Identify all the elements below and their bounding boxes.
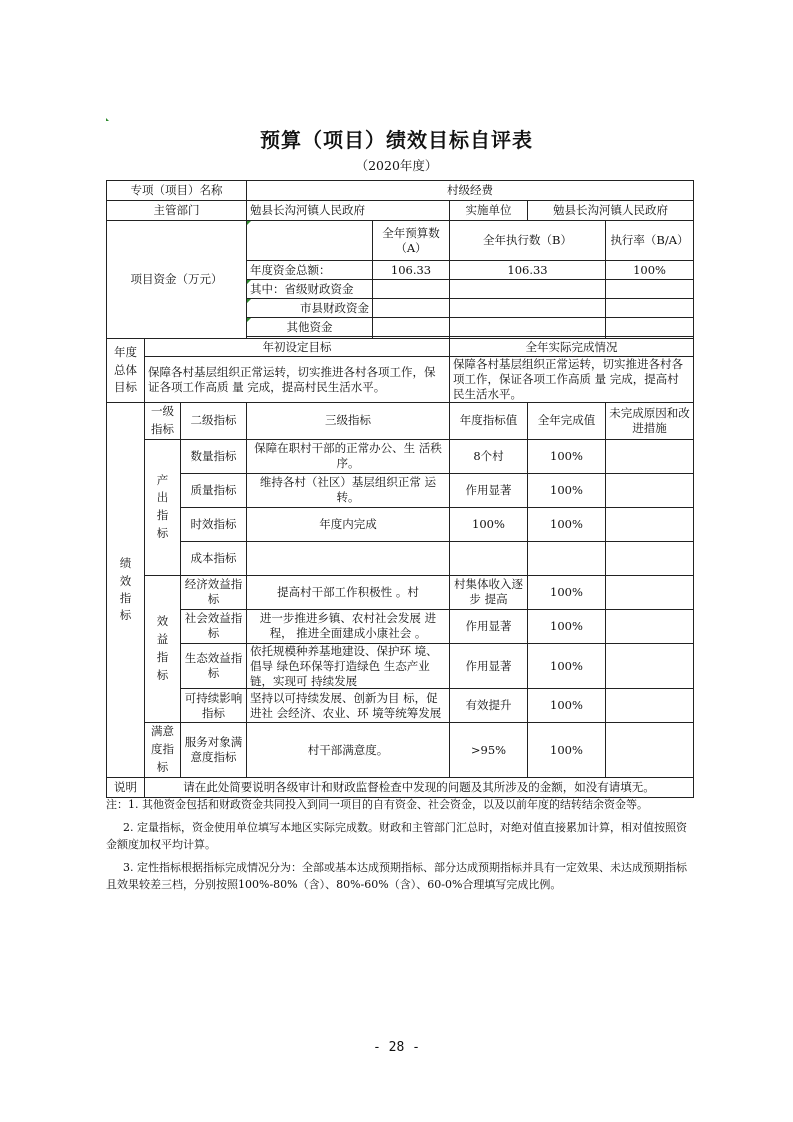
page-number: - 28 -	[373, 1040, 420, 1055]
indicator-row: 满意度指标 服务对象满意度指标 村干部满意度。 >95% 100%	[107, 723, 694, 777]
output-indicator-label: 产出指标	[145, 439, 181, 575]
indicators-section-label: 绩效指标	[107, 403, 145, 778]
dept-label: 主管部门	[107, 201, 247, 221]
remark-row	[107, 777, 694, 797]
funds-other-label: 其他资金	[247, 318, 373, 337]
footnotes	[106, 796, 694, 899]
evaluation-table	[106, 180, 694, 798]
funds-total-budget: 106.33	[373, 261, 450, 280]
indicator-row: 生态效益指标 依托规模种养基地建设、保护环 境、倡导 绿色环保等打造绿色 生态产业链，实现可 持续发展 作用显著 100%	[107, 643, 694, 689]
col-reason: 未完成原因和改进措施	[606, 403, 694, 440]
remark-text: 请在此处简要说明各级审计和财政监督检查中发现的问题及其所涉及的金额，如没有请填无。	[145, 777, 694, 797]
col-level2: 二级指标	[181, 403, 247, 440]
project-name-label: 专项（项目）名称	[107, 181, 247, 201]
benefit-indicator-label: 效益指标	[145, 575, 181, 723]
indicator-row: 可持续影响指标 坚持以可持续发展、创新为目 标，促进社 会经济、农业、环 境等统筹发展 有效提升 100%	[107, 689, 694, 723]
corner-mark	[106, 118, 109, 121]
project-name-row	[107, 181, 694, 201]
page-title: 预算（项目）绩效目标自评表	[260, 128, 533, 152]
indicator-row: 效益指标 经济效益指标 提高村干部工作积极性 。村 村集体收入逐步 提高 100%	[107, 575, 694, 609]
remark-label: 说明	[107, 777, 145, 797]
funds-blank-cell	[247, 221, 373, 261]
col-done: 全年完成值	[528, 403, 606, 440]
impl-label: 实施单位	[450, 201, 528, 221]
footnote-item: 2. 定量指标，资金使用单位填写本地区实际完成数。财政和主管部门汇总时，对绝对值直接累加计算，相对值按照资金额度加权平均计算。	[106, 821, 687, 851]
satisfaction-indicator-label: 满意度指标	[145, 723, 181, 777]
overall-label: 年度总体目标	[107, 339, 145, 403]
indicator-row: 产出指标 数量指标 保障在职村干部的正常办公、生 活秩序。 8个村 100%	[107, 439, 694, 473]
funds-provincial-label: 其中：省级财政资金	[247, 280, 373, 299]
funds-col-exec: 全年执行数（B）	[450, 221, 606, 261]
funds-total-rate: 100%	[606, 261, 694, 280]
col-level3: 三级指标	[247, 403, 450, 440]
indicator-header-row	[107, 403, 694, 440]
overall-plan-text: 保障各村基层组织正常运转，切实推进各村各项工作，保证各项工作高质 量 完成，提高村民生活水平。	[145, 357, 450, 403]
funds-header-row	[107, 221, 694, 261]
indicator-row: 成本指标	[107, 541, 694, 575]
funds-col-rate: 执行率（B/A）	[606, 221, 694, 261]
overall-text-row	[107, 357, 694, 403]
funds-label: 项目资金（万元）	[107, 221, 247, 339]
overall-header-row	[107, 339, 694, 357]
impl-value: 勉县长沟河镇人民政府	[528, 201, 694, 221]
footnote-item: 3. 定性指标根据指标完成情况分为：全部或基本达成预期指标、部分达成预期指标并具有一定效果、未达成预期指标且效果较差三档，分别按照100%-80%（含）、80%-60%（含）、60-0%合理填写完成比例。	[106, 861, 687, 891]
project-name-value: 村级经费	[247, 181, 694, 201]
dept-row	[107, 201, 694, 221]
funds-total-label: 年度资金总额：	[247, 261, 373, 280]
year-subtitle: （2020年度）	[355, 158, 438, 173]
col-target: 年度指标值	[450, 403, 528, 440]
funds-city-label: 市县财政资金	[247, 299, 373, 318]
overall-actual-header: 全年实际完成情况	[450, 339, 694, 357]
funds-col-budget: 全年预算数（A）	[373, 221, 450, 261]
indicator-row: 时效指标 年度内完成 100% 100%	[107, 507, 694, 541]
col-level1: 一级指标	[145, 403, 181, 440]
footnote-item: 注：1. 其他资金包括和财政资金共同投入到同一项目的自有资金、社会资金，以及以前年度的结转结余资金等。	[106, 798, 648, 811]
dept-value: 勉县长沟河镇人民政府	[247, 201, 450, 221]
indicator-row: 质量指标 维持各村（社区）基层组织正常 运转。 作用显著 100%	[107, 473, 694, 507]
indicator-row: 社会效益指标 进一步推进乡镇、农村社会发展 进程， 推进全面建成小康社会 。 作用显著 100%	[107, 609, 694, 643]
funds-total-exec: 106.33	[450, 261, 606, 280]
overall-plan-header: 年初设定目标	[145, 339, 450, 357]
overall-actual-text: 保障各村基层组织正常运转，切实推进各村各项工作，保证各项工作高质 量 完成，提高村民生活水平。	[450, 357, 694, 403]
